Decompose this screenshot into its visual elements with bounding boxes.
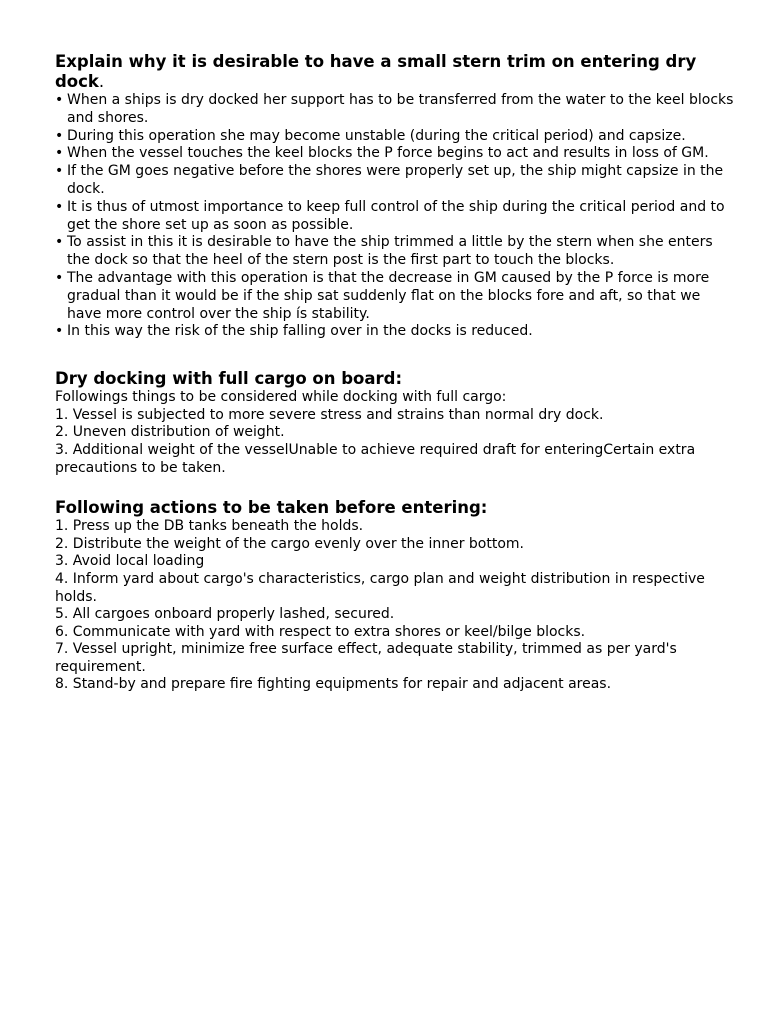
list-item: • When the vessel touches the keel blocks the P force begins to act and results in loss of GM. <box>55 145 735 163</box>
list-item: • In this way the risk of the ship falling over in the docks is reduced. <box>55 323 735 341</box>
list-item: • To assist in this it is desirable to have the ship trimmed a little by the stern when she enters the dock so that the heel of the stern post is the first part to touch the blocks. <box>55 234 735 270</box>
list-item: • The advantage with this operation is that the decrease in GM caused by the P force is more gradual than it would be if the ship sat suddenly flat on the blocks fore and aft, so that we have more control over the ship ís stability. <box>55 270 735 323</box>
section-intro: Followings things to be considered while docking with full cargo: <box>55 389 507 406</box>
document-page <box>55 52 735 694</box>
list-item: 5. All cargoes onboard properly lashed, secured. <box>55 606 395 623</box>
list-item: 1. Vessel is subjected to more severe stress and strains than normal dry dock. <box>55 406 604 423</box>
list-item: 2. Uneven distribution of weight. <box>55 424 285 441</box>
list-item: • If the GM goes negative before the shores were properly set up, the ship might capsize in the dock. <box>55 163 735 199</box>
list-item: 2. Distribute the weight of the cargo evenly over the inner bottom. <box>55 535 524 552</box>
list-item: • It is thus of utmost importance to keep full control of the ship during the critical period and to get the shore set up as soon as possible. <box>55 199 735 235</box>
list-item: 8. Stand-by and prepare fire fighting equipments for repair and adjacent areas. <box>55 676 612 693</box>
section-heading-full-cargo: Dry docking with full cargo on board: <box>55 369 403 389</box>
bullet-list-stern-trim <box>55 92 735 341</box>
section-heading-before-entering: Following actions to be taken before entering: <box>55 498 488 518</box>
section-full-cargo <box>55 369 735 477</box>
list-item: 3. Avoid local loading <box>55 553 205 570</box>
list-item: 3. Additional weight of the vesselUnable to achieve required draft for enteringCertain extra precautions to be taken. <box>55 441 696 476</box>
list-item: • When a ships is dry docked her support has to be transferred from the water to the keel blocks and shores. <box>55 92 735 128</box>
list-item: 1. Press up the DB tanks beneath the holds. <box>55 518 364 535</box>
list-item: 6. Communicate with yard with respect to extra shores or keel/bilge blocks. <box>55 623 586 640</box>
section-heading-stern-trim <box>55 52 735 92</box>
section-stern-trim <box>55 52 735 341</box>
list-item: 4. Inform yard about cargo's characteristics, cargo plan and weight distribution in respective holds. <box>55 570 705 605</box>
heading-text: Explain why it is desirable to have a small stern trim on entering dry dock <box>55 52 697 91</box>
heading-period: . <box>98 72 105 91</box>
numbered-list-before-entering <box>55 518 735 694</box>
numbered-list-full-cargo <box>55 407 735 477</box>
list-item: • During this operation she may become unstable (during the critical period) and capsize. <box>55 128 735 146</box>
list-item: 7. Vessel upright, minimize free surface effect, adequate stability, trimmed as per yard's requirement. <box>55 641 677 675</box>
section-before-entering <box>55 498 735 694</box>
